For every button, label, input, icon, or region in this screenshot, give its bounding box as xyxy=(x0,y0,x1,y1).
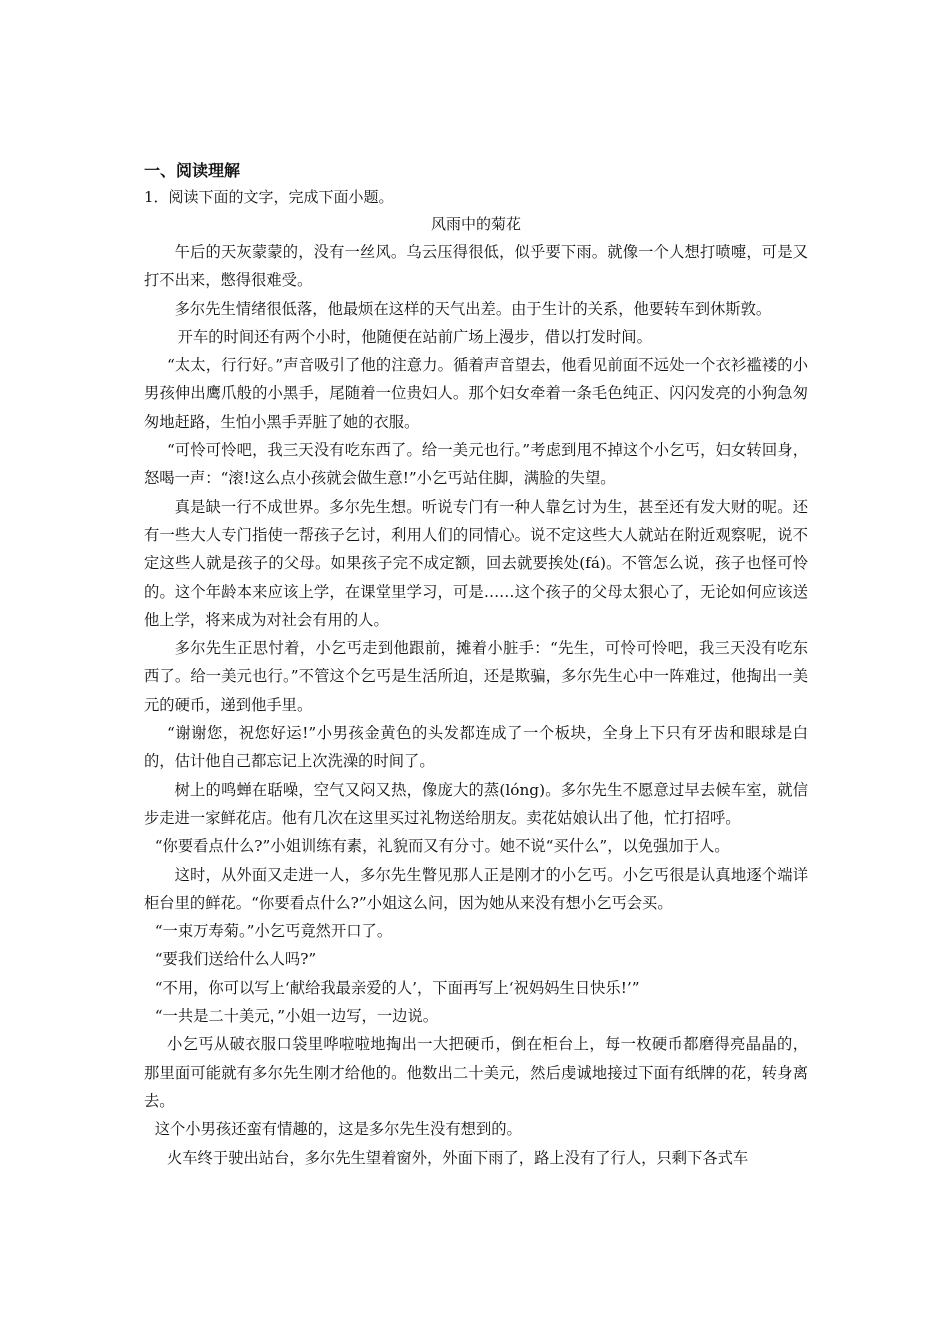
paragraph: “可怜可怜吧，我三天没有吃东西了。给一美元也行。”考虑到甩不掉这个小乞丐，妇女转回身，怒喝一声：“滚!这么点小孩就会做生意!”小乞丐站住脚，满脸的失望。 xyxy=(144,441,808,488)
paragraph: 午后的天灰蒙蒙的，没有一丝风。乌云压得很低，似乎要下雨。就像一个人想打喷嚏，可是又打不出来，憋得很难受。 xyxy=(144,243,808,290)
paragraph: 多尔先生正思忖着，小乞丐走到他跟前，摊着小脏手：“先生，可怜可怜吧，我三天没有吃东西了。给一美元也行。”不管这个乞丐是生活所迫，还是欺骗，多尔先生心中一阵难过，他掏出一美元的硬币，递到他手里。 xyxy=(144,639,808,714)
paragraph: 树上的鸣蝉在聒噪，空气又闷又热，像庞大的蒸(lóng)。多尔先生不愿意过早去候车室，就信步走进一家鲜花店。他有几次在这里买过礼物送给朋友。卖花姑娘认出了他，忙打招呼。 xyxy=(144,780,808,827)
section-heading: 一、阅读理解 xyxy=(144,161,241,180)
paragraph: 火车终于驶出站台，多尔先生望着窗外，外面下雨了，路上没有了行人，只剩下各式车 xyxy=(166,1148,749,1167)
question-instruction: 1．阅读下面的文字，完成下面小题。 xyxy=(144,188,394,206)
paragraph: “太太，行行好。”声音吸引了他的注意力。循着声音望去，他看见前面不远处一个衣衫褴褛的小男孩伸出鹰爪般的小黑手，尾随着一位贵妇人。那个妇女牵着一条毛色纯正、闪闪发亮的小狗急匆匆地赶路，生怕小黑手弄脏了她的衣服。 xyxy=(144,356,808,431)
paragraph: 这个小男孩还蛮有情趣的，这是多尔先生没有想到的。 xyxy=(154,1120,522,1139)
article-body xyxy=(144,238,808,1172)
paragraph: 真是缺一行不成世界。多尔先生想。听说专门有一种人靠乞讨为生，甚至还有发大财的呢。还有一些大人专门指使一帮孩子乞讨，利用人们的同情心。说不定这些大人就站在附近观察呢，说不定这些人就是孩子的父母。如果孩子完不成定额，回去就要挨处(fá)。不管怎么说，孩子也怪可怜的。这个年龄本来应该上学，在课堂里学习，可是……这个孩子的父母太狠心了，无论如何应该送他上学，将来成为对社会有用的人。 xyxy=(144,497,808,629)
paragraph: 小乞丐从破衣服口袋里哗啦啦地掏出一大把硬币，倒在柜台上，每一枚硬币都磨得亮晶晶的，那里面可能就有多尔先生刚才给他的。他数出二十美元，然后虔诚地接过下面有纸牌的花，转身离去。 xyxy=(144,1035,808,1110)
paragraph: 多尔先生情绪很低落，他最烦在这样的天气出差。由于生计的关系，他要转车到休斯敦。 xyxy=(174,299,772,318)
paragraph: 这时，从外面又走进一人，多尔先生瞥见那人正是刚才的小乞丐。小乞丐很是认真地逐个端详柜台里的鲜花。“你要看点什么?”小姐这么问，因为她从来没有想小乞丐会买。 xyxy=(144,865,808,912)
article-title: 风雨中的菊花 xyxy=(430,215,521,233)
paragraph: “要我们送给什么人吗?” xyxy=(154,950,317,969)
paragraph: “谢谢您，祝您好运!”小男孩金黄色的头发都连成了一个板块，全身上下只有牙齿和眼球是白的，估计他自己都忘记上次洗澡的时间了。 xyxy=(144,724,808,771)
paragraph: “一共是二十美元，”小姐一边写，一边说。 xyxy=(154,1007,439,1026)
paragraph: 开车的时间还有两个小时，他随便在站前广场上漫步，借以打发时间。 xyxy=(177,327,652,346)
document-page xyxy=(144,160,808,1172)
paragraph: “一束万寿菊。”小乞丐竟然开口了。 xyxy=(154,922,393,941)
paragraph: “你要看点什么?”小姐训练有素，礼貌而又有分寸。她不说“买什么”，以免强加于人。 xyxy=(154,837,730,856)
paragraph: “不用，你可以写上‘献给我最亲爱的人’，下面再写上‘祝妈妈生日快乐!’” xyxy=(154,978,640,997)
